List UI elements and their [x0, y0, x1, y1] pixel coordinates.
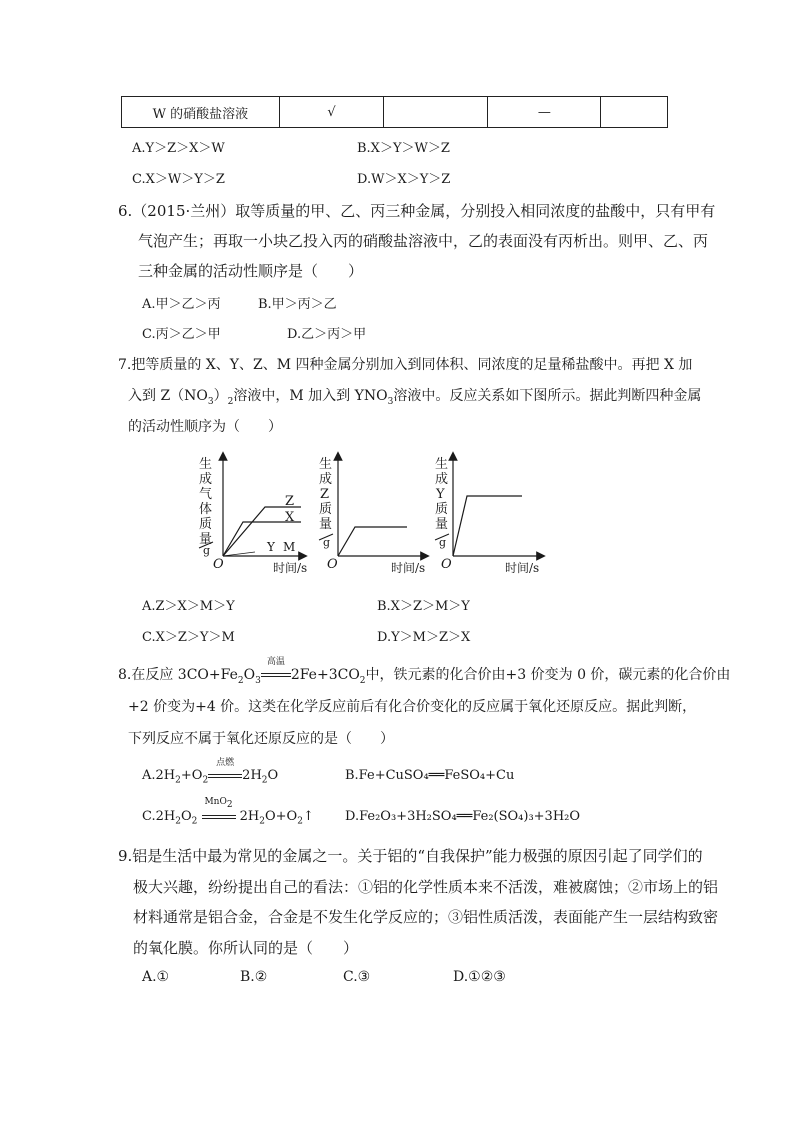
series-label-m: M — [283, 540, 296, 554]
ylabel-char: 量 — [319, 517, 333, 532]
table-row — [122, 97, 668, 128]
xlabel: 时间/s — [273, 561, 308, 575]
series-label-z: Z — [285, 494, 295, 509]
xlabel: 时间/s — [391, 561, 426, 575]
series-label-y: Y — [267, 540, 275, 554]
ylabel-char: 成 — [319, 472, 333, 487]
ylabel-char: 生 — [199, 457, 213, 472]
q7-line-2: 入到 $Z(NO_3)_2$溶液中，M 加入到 $YNO_3$溶液中。反应关系如下图所示。据此判断四种金属 — [128, 388, 702, 407]
q7-line-3: 的活动性顺序为（ ） — [128, 419, 282, 435]
answer-table — [121, 96, 668, 128]
q9-option-b: B.② — [240, 969, 268, 985]
ylabel-char: Z — [320, 487, 330, 502]
ylabel-char: 量 — [435, 517, 449, 532]
ylabel-char: Y — [436, 487, 445, 502]
q7-graphs — [195, 450, 555, 580]
ylabel-char: 成 — [435, 472, 449, 487]
q7-line-1: 7.把等质量的 X、Y、Z、M 四种金属分别加入到同体积、同浓度的足量稀盐酸中。再把 X 加 — [118, 357, 693, 373]
q6-line-2: 气泡产生；再取一小块乙投入丙的硝酸盐溶液中，乙的表面没有丙析出。则甲、乙、丙 — [138, 232, 709, 250]
q7-option-c: C.X＞Z＞Y＞M — [142, 630, 235, 645]
q5-option-d: D.W＞X＞Y＞Z — [357, 172, 451, 187]
unit-label: g — [323, 536, 331, 549]
unit-label: g — [203, 544, 211, 557]
graph-z-mass — [319, 456, 425, 575]
ylabel-char: 量 — [199, 532, 213, 547]
ylabel-char: 质 — [435, 502, 449, 517]
series-label-x: X — [285, 510, 295, 525]
origin-label: O — [327, 557, 338, 572]
reaction-condition: MnO$_2$ — [202, 809, 236, 824]
q5-option-c: C.X＞W＞Y＞Z — [132, 172, 225, 187]
table-cell: — — [488, 97, 601, 128]
q8-option-d: D.Fe₂O₃+3H₂SO₄══Fe₂(SO₄)₃+3H₂O — [345, 809, 581, 824]
q6-option-d: D.乙＞丙＞甲 — [287, 327, 367, 342]
ylabel-char: 气 — [199, 487, 213, 502]
q6-option-b: B.甲＞丙＞乙 — [258, 297, 337, 312]
q9-line-3: 材料通常是铝合金，合金是不发生化学反应的；③铝性质活泼，表面能产生一层结构致密 — [133, 908, 719, 926]
q7-option-d: D.Y＞M＞Z＞X — [377, 630, 471, 645]
ylabel-char: 体 — [199, 502, 213, 517]
q9-line-1: 9.铝是生活中最为常见的金属之一。关于铝的“自我保护”能力极强的原因引起了同学们的 — [118, 847, 703, 865]
series-line — [338, 527, 407, 556]
q9-line-4: 的氧化膜。你所认同的是（ ） — [133, 939, 359, 957]
origin-label: O — [441, 557, 452, 572]
q8-line-2: +2 价变为+4 价。这类在化学反应前后有化合价变化的反应属于氧化还原反应。据此判断， — [128, 699, 697, 715]
q9-option-c: C.③ — [343, 969, 371, 985]
ylabel-char: 质 — [199, 517, 213, 532]
series-line — [453, 496, 522, 556]
ylabel-char: 成 — [199, 472, 213, 487]
q6-option-c: C.丙＞乙＞甲 — [142, 327, 221, 342]
table-cell — [601, 97, 668, 128]
ylabel-char: 生 — [319, 457, 333, 472]
q8-option-c: $C.2H_2O_2$ MnO$_2$ $2H_2O+O_2↑$ — [142, 797, 314, 827]
q5-option-a: A.Y＞Z＞X＞W — [132, 141, 225, 156]
table-cell: √ — [279, 97, 383, 128]
table-cell — [384, 97, 488, 128]
q6-line-1: 6.（2015·兰州）取等质量的甲、乙、丙三种金属，分别投入相同浓度的盐酸中，只有甲有 — [118, 202, 716, 220]
q7-option-b: B.X＞Z＞M＞Y — [377, 599, 470, 614]
unit-label: g — [439, 536, 447, 549]
q8-line-1: 8.在反应 $3CO+Fe_2O_3$ 高温 $2Fe+3CO_2$中，铁元素的化合价由+3 价变为 0 价，碳元素的化合价由 — [118, 657, 731, 686]
ylabel-char: 质 — [319, 502, 333, 517]
reaction-condition: 点燃 — [208, 768, 242, 783]
table-cell: W 的硝酸盐溶液 — [122, 97, 280, 128]
q8-option-a: $A.2H_2+O_2$ 点燃 $2H_2O$ — [142, 758, 279, 786]
q5-option-b: B.X＞Y＞W＞Z — [357, 141, 450, 156]
q8-line-3: 下列反应不属于氧化还原反应的是（ ） — [128, 731, 394, 747]
q9-line-2: 极大兴趣，纷纷提出自己的看法：①铝的化学性质本来不活泼，难被腐蚀；②市场上的铝 — [133, 878, 719, 896]
graph-gas-mass — [199, 456, 307, 575]
reaction-condition: 高温 — [261, 667, 291, 683]
graph-y-mass — [435, 456, 541, 575]
xlabel: 时间/s — [505, 561, 540, 575]
ylabel-char: 生 — [435, 457, 449, 472]
q7-option-a: A.Z＞X＞M＞Y — [142, 599, 235, 614]
origin-label: O — [213, 557, 224, 572]
q6-option-a: A.甲＞乙＞丙 — [142, 297, 221, 312]
q9-option-a: A.① — [142, 969, 170, 985]
q6-line-3: 三种金属的活动性顺序是（ ） — [138, 262, 364, 280]
q9-option-d: D.①②③ — [453, 969, 506, 985]
q8-option-b: B.Fe+CuSO₄══FeSO₄+Cu — [345, 768, 515, 783]
